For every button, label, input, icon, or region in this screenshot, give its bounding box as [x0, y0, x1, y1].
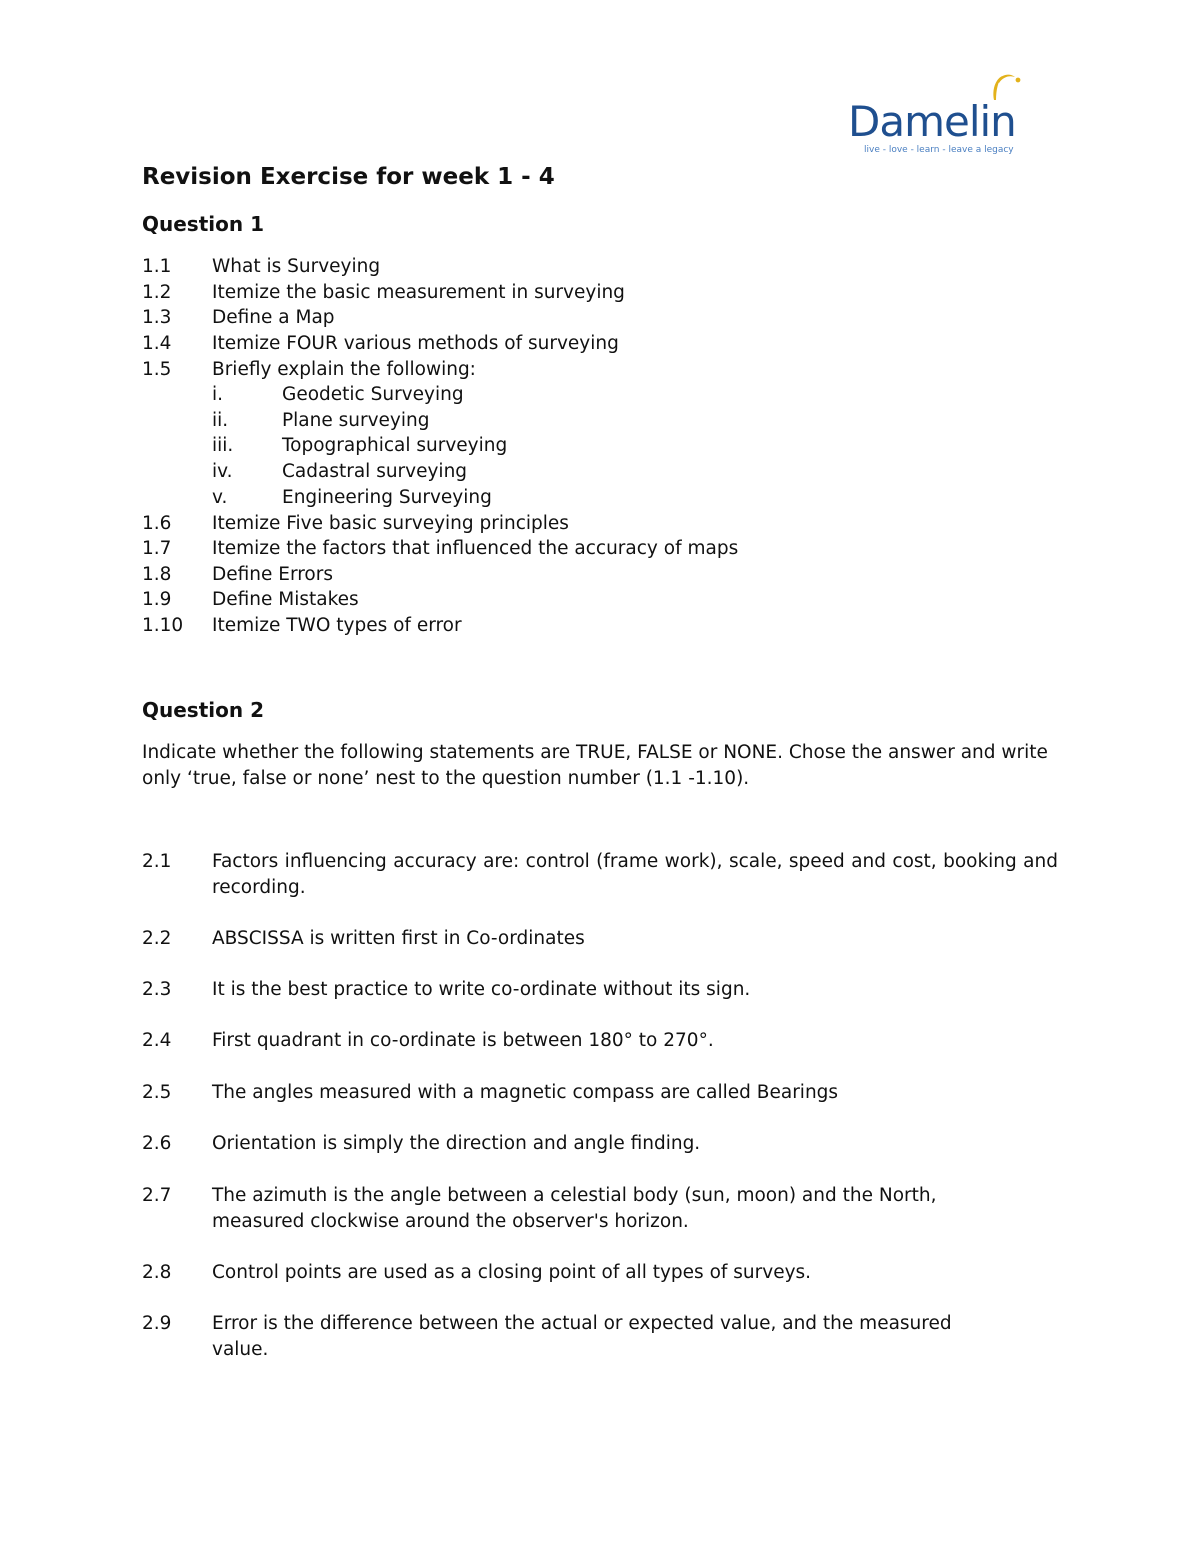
item-number: 1.5: [142, 359, 172, 380]
subitem-number: v.: [212, 487, 228, 508]
item-text: ABSCISSA is written first in Co-ordinates: [212, 928, 585, 949]
item-number: 1.9: [142, 589, 172, 610]
item-text: Control points are used as a closing point of all types of surveys.: [212, 1262, 812, 1283]
item-number: 2.9: [142, 1313, 172, 1334]
item-number: 2.7: [142, 1185, 172, 1206]
subitem-text: Engineering Surveying: [282, 487, 492, 508]
q2-item-5: [142, 1080, 1058, 1106]
subitem-number: ii.: [212, 410, 229, 431]
item-text: It is the best practice to write co-ordinate without its sign.: [212, 979, 751, 1000]
question-2-heading: Question 2: [142, 698, 264, 722]
subitem-number: iii.: [212, 435, 234, 456]
page-title: Revision Exercise for week 1 - 4: [142, 164, 555, 190]
item-text: Define Mistakes: [212, 589, 359, 610]
damelin-logo-graphic: [846, 72, 1046, 156]
subitem-text: Topographical surveying: [282, 435, 508, 456]
q2-item-7: [142, 1183, 1002, 1234]
item-text: Error is the difference between the actual or expected value, and the measured value.: [212, 1313, 952, 1360]
item-text: Factors influencing accuracy are: control (frame work), scale, speed and cost, booking and recording.: [212, 851, 1058, 898]
item-text: Briefly explain the following:: [212, 359, 476, 380]
q2-item-8: [142, 1260, 1058, 1286]
subitem-text: Cadastral surveying: [282, 461, 468, 482]
item-text: Define a Map: [212, 307, 335, 328]
item-number: 1.7: [142, 538, 172, 559]
damelin-logo: [846, 72, 1046, 156]
item-number: 2.6: [142, 1133, 172, 1154]
item-number: 2.2: [142, 928, 172, 949]
item-number: 2.4: [142, 1030, 172, 1051]
logo-swoosh-tip-icon: [997, 75, 1015, 83]
item-text: Itemize Five basic surveying principles: [212, 513, 569, 534]
item-text: Define Errors: [212, 564, 333, 585]
q2-item-3: [142, 977, 1058, 1003]
item-text: Orientation is simply the direction and angle finding.: [212, 1133, 701, 1154]
item-text: Itemize the basic measurement in surveying: [212, 282, 625, 303]
item-number: 1.2: [142, 282, 172, 303]
item-text: First quadrant in co-ordinate is between 180° to 270°.: [212, 1030, 714, 1051]
logo-wordmark: Damelin: [848, 97, 1016, 146]
logo-tagline: live - love - learn - leave a legacy: [864, 145, 1014, 155]
item-text: Itemize FOUR various methods of surveying: [212, 333, 619, 354]
subitem-number: iv.: [212, 461, 233, 482]
item-text: Itemize TWO types of error: [212, 615, 462, 636]
item-text: The angles measured with a magnetic compass are called Bearings: [212, 1082, 839, 1103]
q2-item-9: [142, 1311, 1012, 1362]
q2-item-1: [142, 849, 1058, 900]
item-number: 1.6: [142, 513, 172, 534]
subitem-number: i.: [212, 384, 224, 405]
item-text: The azimuth is the angle between a celestial body (sun, moon) and the North, measured clockwise around the observer's horizon.: [212, 1185, 937, 1232]
item-text: What is Surveying: [212, 256, 381, 277]
item-number: 1.4: [142, 333, 172, 354]
question-1-heading: Question 1: [142, 212, 264, 236]
item-number: 2.1: [142, 851, 172, 872]
item-number: 2.8: [142, 1262, 172, 1283]
question-2-instructions: Indicate whether the following statements are TRUE, FALSE or NONE. Chose the answer and write only ‘true, false or none’ nest to the question number (1.1 -1.10).: [142, 742, 1048, 789]
item-text: Itemize the factors that influenced the accuracy of maps: [212, 538, 739, 559]
logo-dot-icon: [1016, 78, 1021, 83]
item-number: 1.10: [142, 615, 184, 636]
item-number: 2.5: [142, 1082, 172, 1103]
q2-item-2: [142, 926, 1058, 952]
q2-item-6: [142, 1131, 1058, 1157]
item-number: 2.3: [142, 979, 172, 1000]
item-number: 1.8: [142, 564, 172, 585]
q2-item-4: [142, 1028, 1058, 1054]
item-number: 1.1: [142, 256, 172, 277]
subitem-text: Plane surveying: [282, 410, 430, 431]
subitem-text: Geodetic Surveying: [282, 384, 464, 405]
item-number: 1.3: [142, 307, 172, 328]
